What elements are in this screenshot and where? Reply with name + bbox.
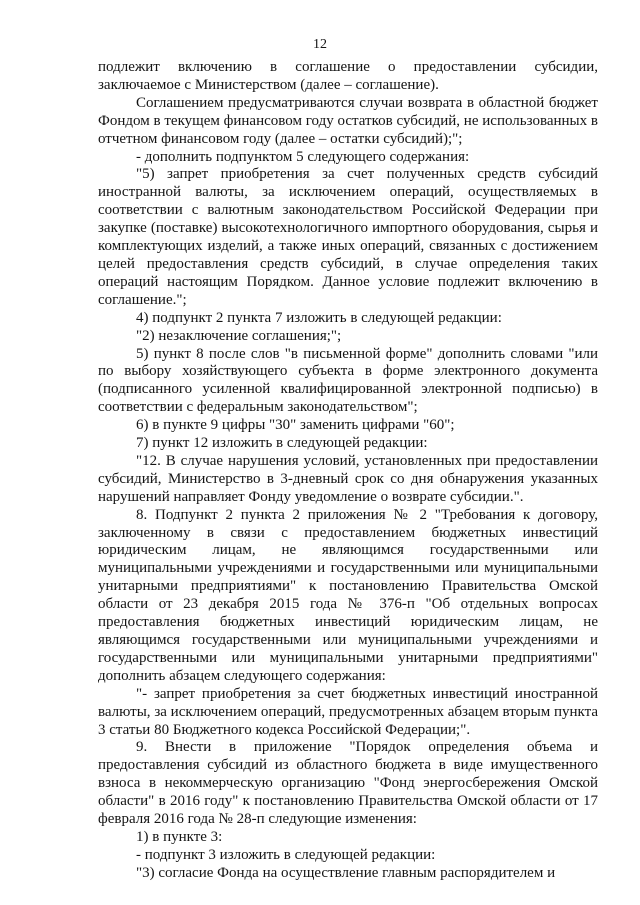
- paragraph-section-9: 9. Внести в приложение "Порядок определения объема и предоставления субсидий из областного бюджета в виде имущественного взноса в некоммерческую организацию "Фонд энергосбережения Омской области" в 2016 году" к постановлению Правительства Омской области от 17 февраля 2016 года № 28-п следующие изменения:: [98, 739, 598, 828]
- paragraph-item-6: 6) в пункте 9 цифры "30" заменить цифрами "60";: [136, 417, 455, 434]
- document-body: [98, 59, 598, 883]
- paragraph-section-9-subitem-3-text: "3) согласие Фонда на осуществление главным распорядителем и: [136, 864, 556, 881]
- paragraph-continuation: подлежит включению в соглашение о предоставлении субсидии, заключаемое с Министерством (далее – соглашение).: [98, 59, 598, 93]
- paragraph-section-9-subitem-3: - подпункт 3 изложить в следующей редакции:: [136, 846, 436, 863]
- paragraph-section-8-text: "- запрет приобретения за счет бюджетных инвестиций иностранной валюты, за исключением операций, предусмотренных абзацем вторым пункта 3 статьи 80 Бюджетного кодекса Российской Федерации;".: [98, 685, 598, 738]
- paragraph-item-12-text: "12. В случае нарушения условий, установленных при предоставлении субсидий, Министерство в 3-дневный срок со дня обнаружения указанных нарушений направляет Фонду уведомление о возврате субсидии.".: [98, 452, 598, 505]
- paragraph-subitem-5-text: "5) запрет приобретения за счет полученных средств субсидий иностранной валюты, за исключением операций, осуществляемых в соответствии с валютным законодательством Российской Федерации при закупке (поставке) высокотехнологичного импортного оборудования, сырья и комплектующих изделий, а также иных операций, связанных с достижением целей предоставления средств субсидий, в случае определения таких операций настоящим Порядком. Данное условие подлежит включению в соглашение.";: [98, 166, 598, 308]
- paragraph-add-subitem-5: - дополнить подпунктом 5 следующего содержания:: [136, 148, 470, 165]
- page-number: 12: [313, 37, 327, 52]
- paragraph-item-5: 5) пункт 8 после слов "в письменной форме" дополнить словами "или по выбору хозяйствующего субъекта в форме электронного документа (подписанного усиленной квалифицированной электронной подписью) в соответствии с федеральным законодательством";: [98, 345, 598, 416]
- paragraph-item-4-text: "2) незаключение соглашения;";: [136, 327, 342, 344]
- paragraph-agreement-return: Соглашением предусматриваются случаи возврата в областной бюджет Фондом в текущем финансовом году остатков субсидий, не использованных в отчетном финансовом году (далее – остатки субсидий);";: [98, 94, 598, 147]
- paragraph-section-8: 8. Подпункт 2 пункта 2 приложения № 2 "Требования к договору, заключенному в связи с предоставлением бюджетных инвестиций юридическим лицам, не являющимся государственными или муниципальными учреждениями и государственными или муниципальными унитарными предприятиями" к постановлению Правительства Омской области от 23 декабря 2015 года № 376-п "Об отдельных вопросах предоставления бюджетных инвестиций юридическим лицам, не являющимся государственными или муниципальными учреждениями и государственными или муниципальными унитарными предприятиями" дополнить абзацем следующего содержания:: [98, 506, 598, 684]
- paragraph-section-9-item-1: 1) в пункте 3:: [136, 828, 223, 845]
- paragraph-item-7: 7) пункт 12 изложить в следующей редакции:: [136, 435, 428, 452]
- paragraph-item-4: 4) подпункт 2 пункта 7 изложить в следующей редакции:: [136, 309, 502, 326]
